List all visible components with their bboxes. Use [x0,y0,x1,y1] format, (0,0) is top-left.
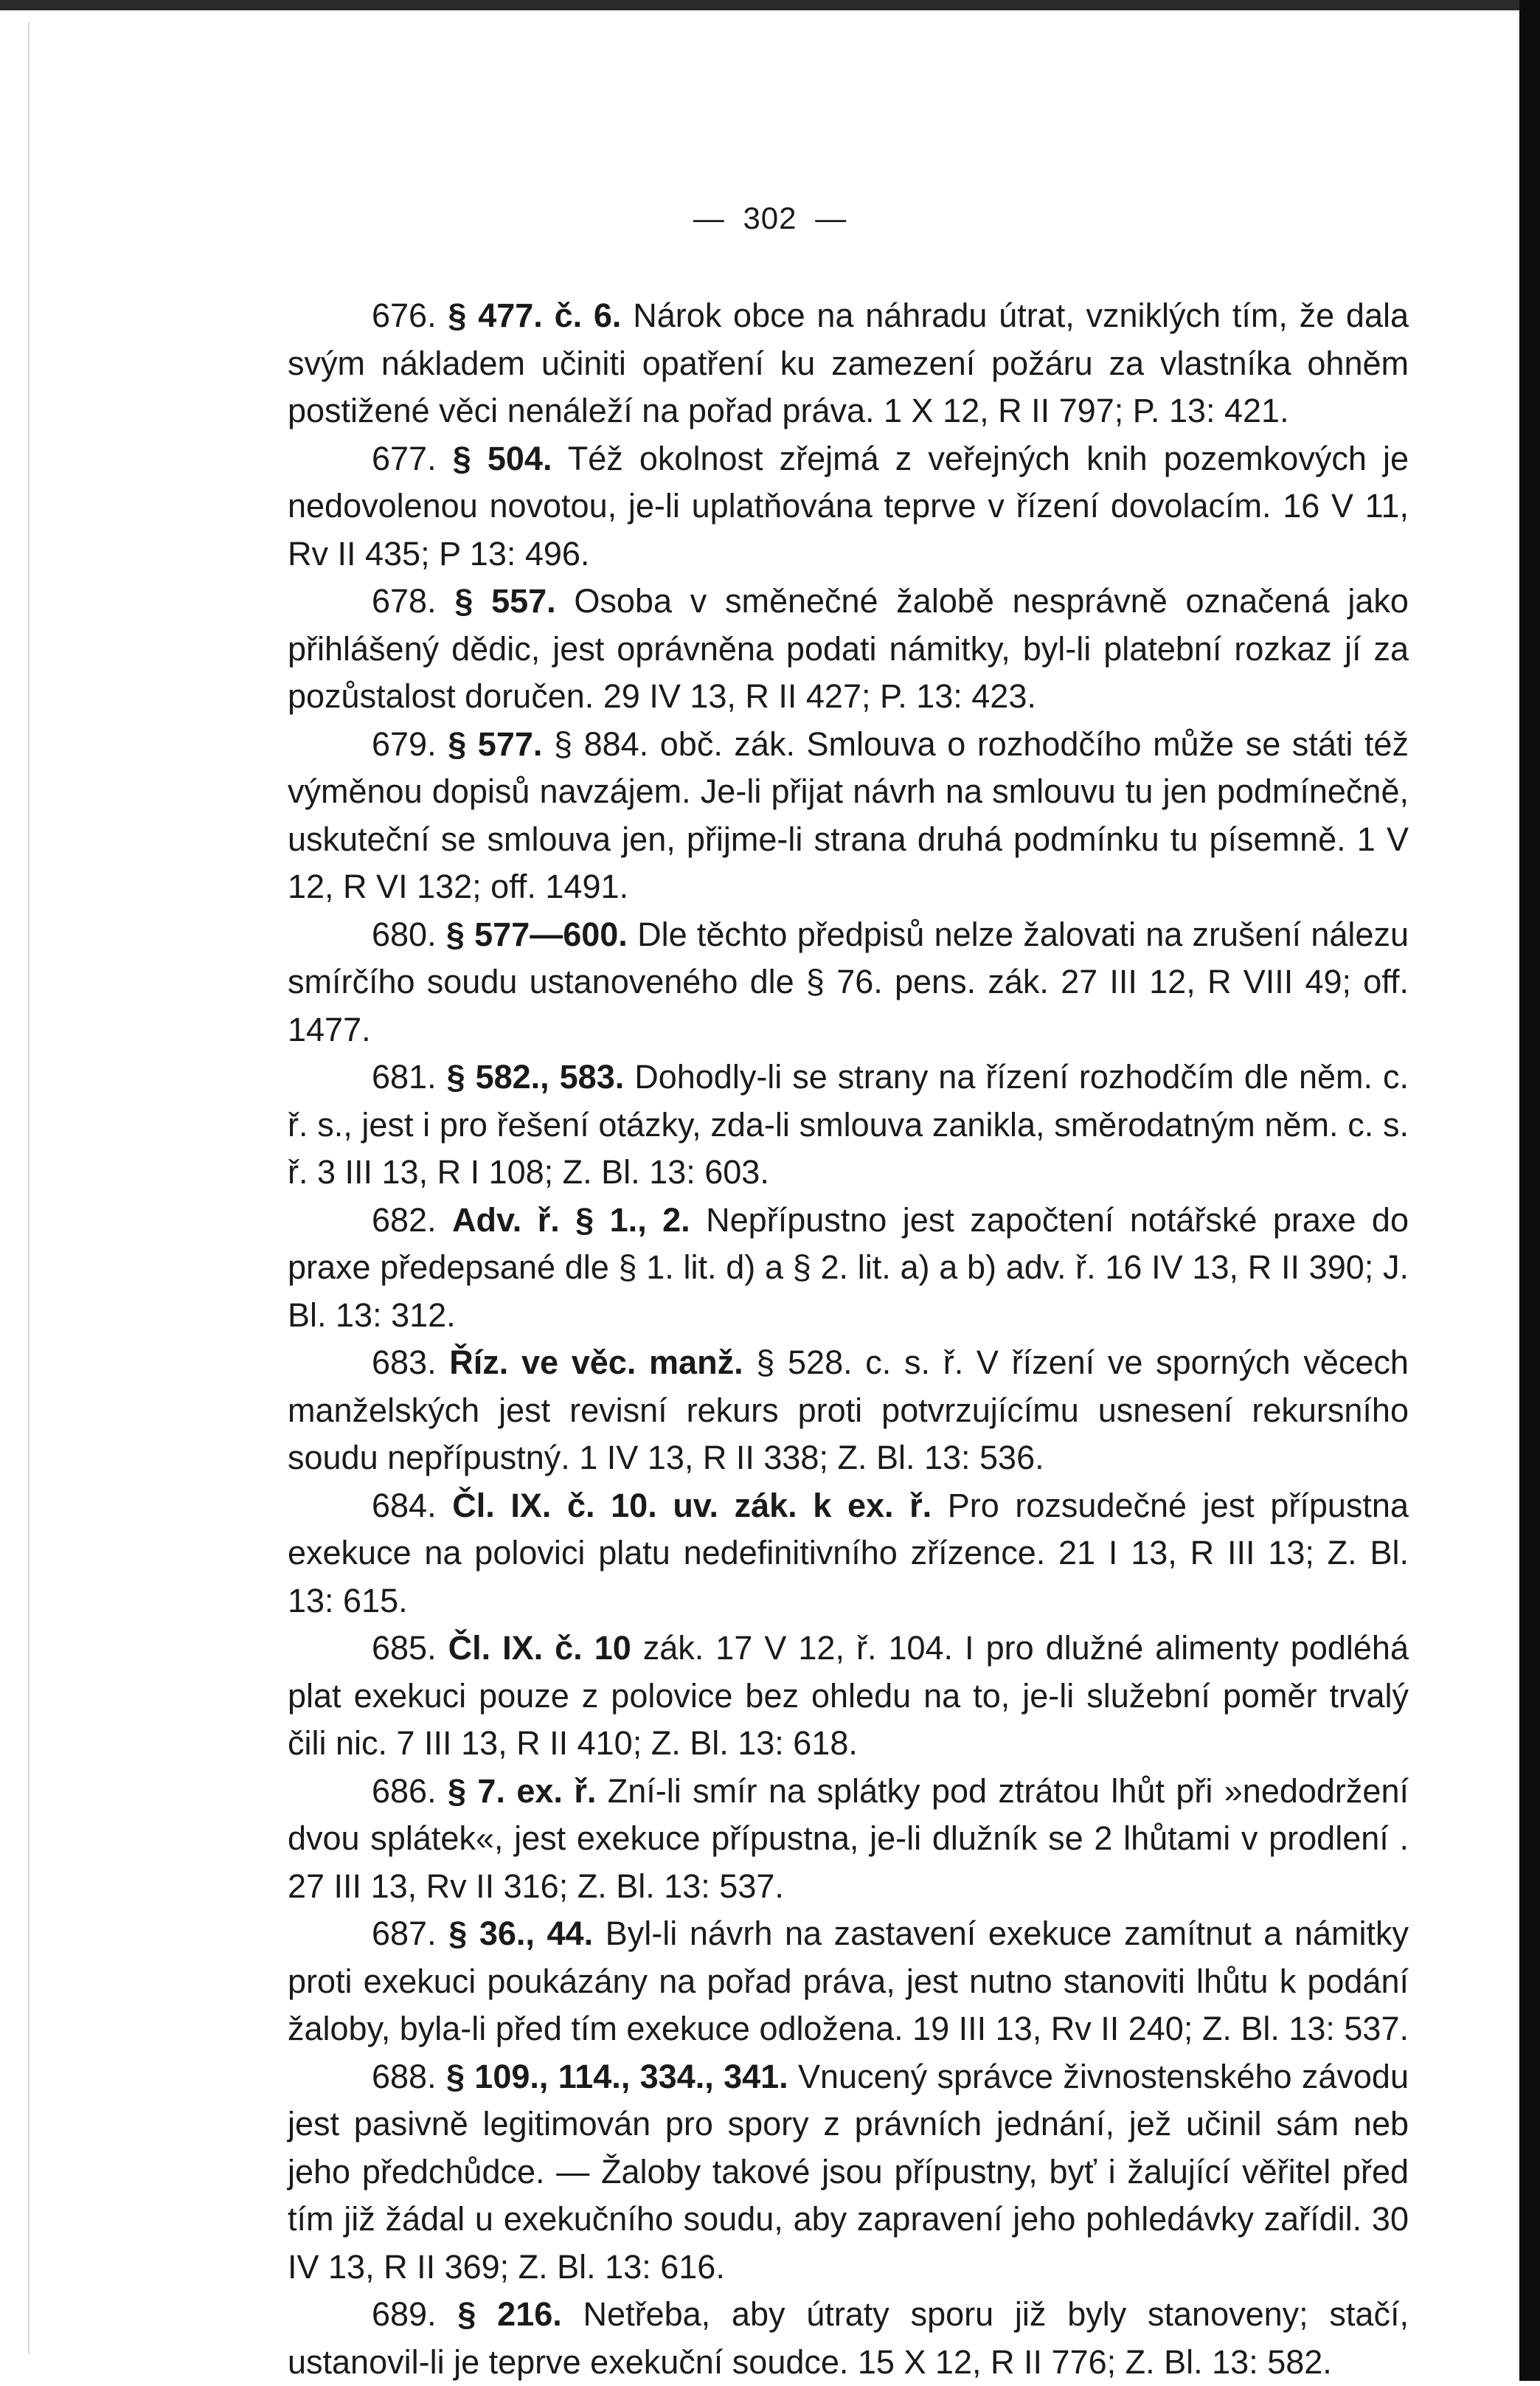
entry-number: 684. [372,1486,437,1524]
header-dash-right: — [815,201,847,235]
entry-number: 682. [372,1200,437,1239]
entry-684 [288,1482,1409,1625]
entry-678 [288,578,1409,721]
entry-reference: § 577. [448,725,543,763]
entry-text: Byl-li návrh na zastavení exekuce zamítnut a námitky proti exekuci poukázány na pořad práva, jest nutno stanoviti lhůtu k podání žaloby, byla-li před tím exekuce odložena. 19 III 13, Rv II 240; Z. Bl. 13: 537. [288,1915,1409,2047]
entry-text: Netřeba, aby útraty sporu již byly stanoveny; stačí, ustanovil-li je teprve exekuční soudce. 15 X 12, R II 776; Z. Bl. 13: 582. [288,2295,1409,2381]
entry-number: 685. [372,1629,437,1667]
entry-680 [288,911,1409,1054]
page-number: 302 [743,201,797,235]
entry-reference: Čl. IX. č. 10 [448,1629,631,1667]
document-body [288,292,1409,2386]
entry-reference: § 577—600. [445,915,628,953]
entry-687 [288,1910,1409,2053]
entry-683 [288,1339,1409,1482]
entry-number: 681. [372,1058,437,1096]
entry-number: 676. [372,297,437,334]
entry-681 [288,1054,1409,1197]
entry-686 [288,1768,1409,1911]
entry-text: Pro rozsudečné jest přípustna exekuce na polovici platu nedefinitivního zřízence. 21 I 13, R III 13; Z. Bl. 13: 615. [288,1486,1409,1619]
entry-reference: § 557. [454,582,556,620]
entry-number: 678. [372,582,437,620]
entry-reference: § 36., 44. [448,1915,594,1952]
entry-reference: § 216. [457,2295,562,2333]
entry-685 [288,1625,1409,1768]
entry-reference: § 109., 114., 334., 341. [445,2057,788,2095]
entry-reference: § 7. ex. ř. [448,1771,597,1810]
entry-682 [288,1197,1409,1340]
entry-reference: Říz. ve věc. manž. [449,1344,743,1381]
entry-number: 677. [372,439,437,477]
entry-number: 688. [372,2057,437,2095]
scan-top-edge [0,0,1540,10]
entry-number: 687. [372,1915,437,1952]
entry-reference: Adv. ř. § 1., 2. [452,1200,690,1239]
entry-number: 683. [372,1344,437,1381]
entry-689 [288,2291,1409,2386]
entry-number: 680. [372,915,437,953]
entry-text: Osoba v směnečné žalobě nesprávně označená jako přihlášený dědic, jest oprávněna podati námitky, byl-li platební rozkaz jí za pozůstalost doručen. 29 IV 13, R II 427; P. 13: 423. [288,582,1409,715]
entry-679 [288,721,1409,911]
entry-reference: § 582., 583. [446,1058,625,1096]
entry-text: Nepřípustno jest započtení notářské praxe do praxe předepsané dle § 1. lit. d) a § 2. lit. a) a b) adv. ř. 16 IV 13, R II 390; J. Bl. 13: 312. [288,1200,1409,1334]
entry-text: Dohodly-li se strany na řízení rozhodčím dle něm. c. ř. s., jest i pro řešení otázky, zda-li smlouva zanikla, směrodatným něm. c. s. ř. 3 III 13, R I 108; Z. Bl. 13: 603. [288,1058,1409,1191]
entry-677 [288,435,1409,578]
entry-number: 689. [372,2295,437,2333]
entry-number: 679. [372,725,437,763]
entry-text: Zní-li smír na splátky pod ztrátou lhůt při »nedodržení dvou splátek«, jest exekuce přípustna, je-li dlužník se 2 lhůtami v prodlení . 27 III 13, Rv II 316; Z. Bl. 13: 537. [288,1771,1409,1905]
entry-text: Též okolnost zřejmá z veřejných knih pozemkových je nedovolenou novotou, je-li uplatňována teprve v řízení dovolacím. 16 V 11, Rv II 435; P 13: 496. [288,439,1409,573]
entry-676 [288,292,1409,435]
scan-right-edge [1519,0,1540,2381]
entry-reference: § 477. č. 6. [448,297,622,334]
entry-text: Dle těchto předpisů nelze žalovati na zrušení nálezu smírčího soudu ustanoveného dle § 76. pens. zák. 27 III 12, R VIII 49; off. 1477. [288,915,1409,1048]
entry-reference: § 504. [452,439,552,477]
header-dash-left: — [693,201,725,235]
entry-text: Nárok obce na náhradu útrat, vzniklých tím, že dala svým nákladem učiniti opatření ku zamezení požáru za vlastníka ohněm postižené věci nenáleží na pořad práva. 1 X 12, R II 797; P. 13: 421. [288,297,1409,429]
page-number-header [0,201,1540,236]
entry-number: 686. [372,1771,437,1810]
entry-text: § 884. obč. zák. Smlouva o rozhodčího může se státi též výměnou dopisů navzájem. Je-li přijat návrh na smlouvu tu jen podmínečně, uskuteční se smlouva jen, přijme-li strana druhá podmínku tu písemně. 1 V 12, R VI 132; off. 1491. [288,725,1409,905]
entry-688 [288,2053,1409,2292]
entry-reference: Čl. IX. č. 10. uv. zák. k ex. ř. [452,1486,932,1524]
entry-text: Vnucený správce živnostenského závodu jest pasivně legitimován pro spory z právních jednání, jež učinil sám neb jeho předchůdce. — Žaloby takové jsou přípustny, byť i žalující věřitel před tím již žádal u exekučního soudu, aby zapravení jeho pohledávky zařídil. 30 IV 13, R II 369; Z. Bl. 13: 616. [288,2057,1409,2286]
entry-text: § 528. c. s. ř. V řízení ve sporných věcech manželských jest revisní rekurs proti potvrzujícímu usnesení rekursního soudu nepřípustný. 1 IV 13, R II 338; Z. Bl. 13: 536. [288,1344,1409,1476]
entry-text: zák. 17 V 12, ř. 104. I pro dlužné alimenty podléhá plat exekuci pouze z polovice bez ohledu na to, je-li služební poměr trvalý čili nic. 7 III 13, R II 410; Z. Bl. 13: 618. [288,1629,1409,1762]
